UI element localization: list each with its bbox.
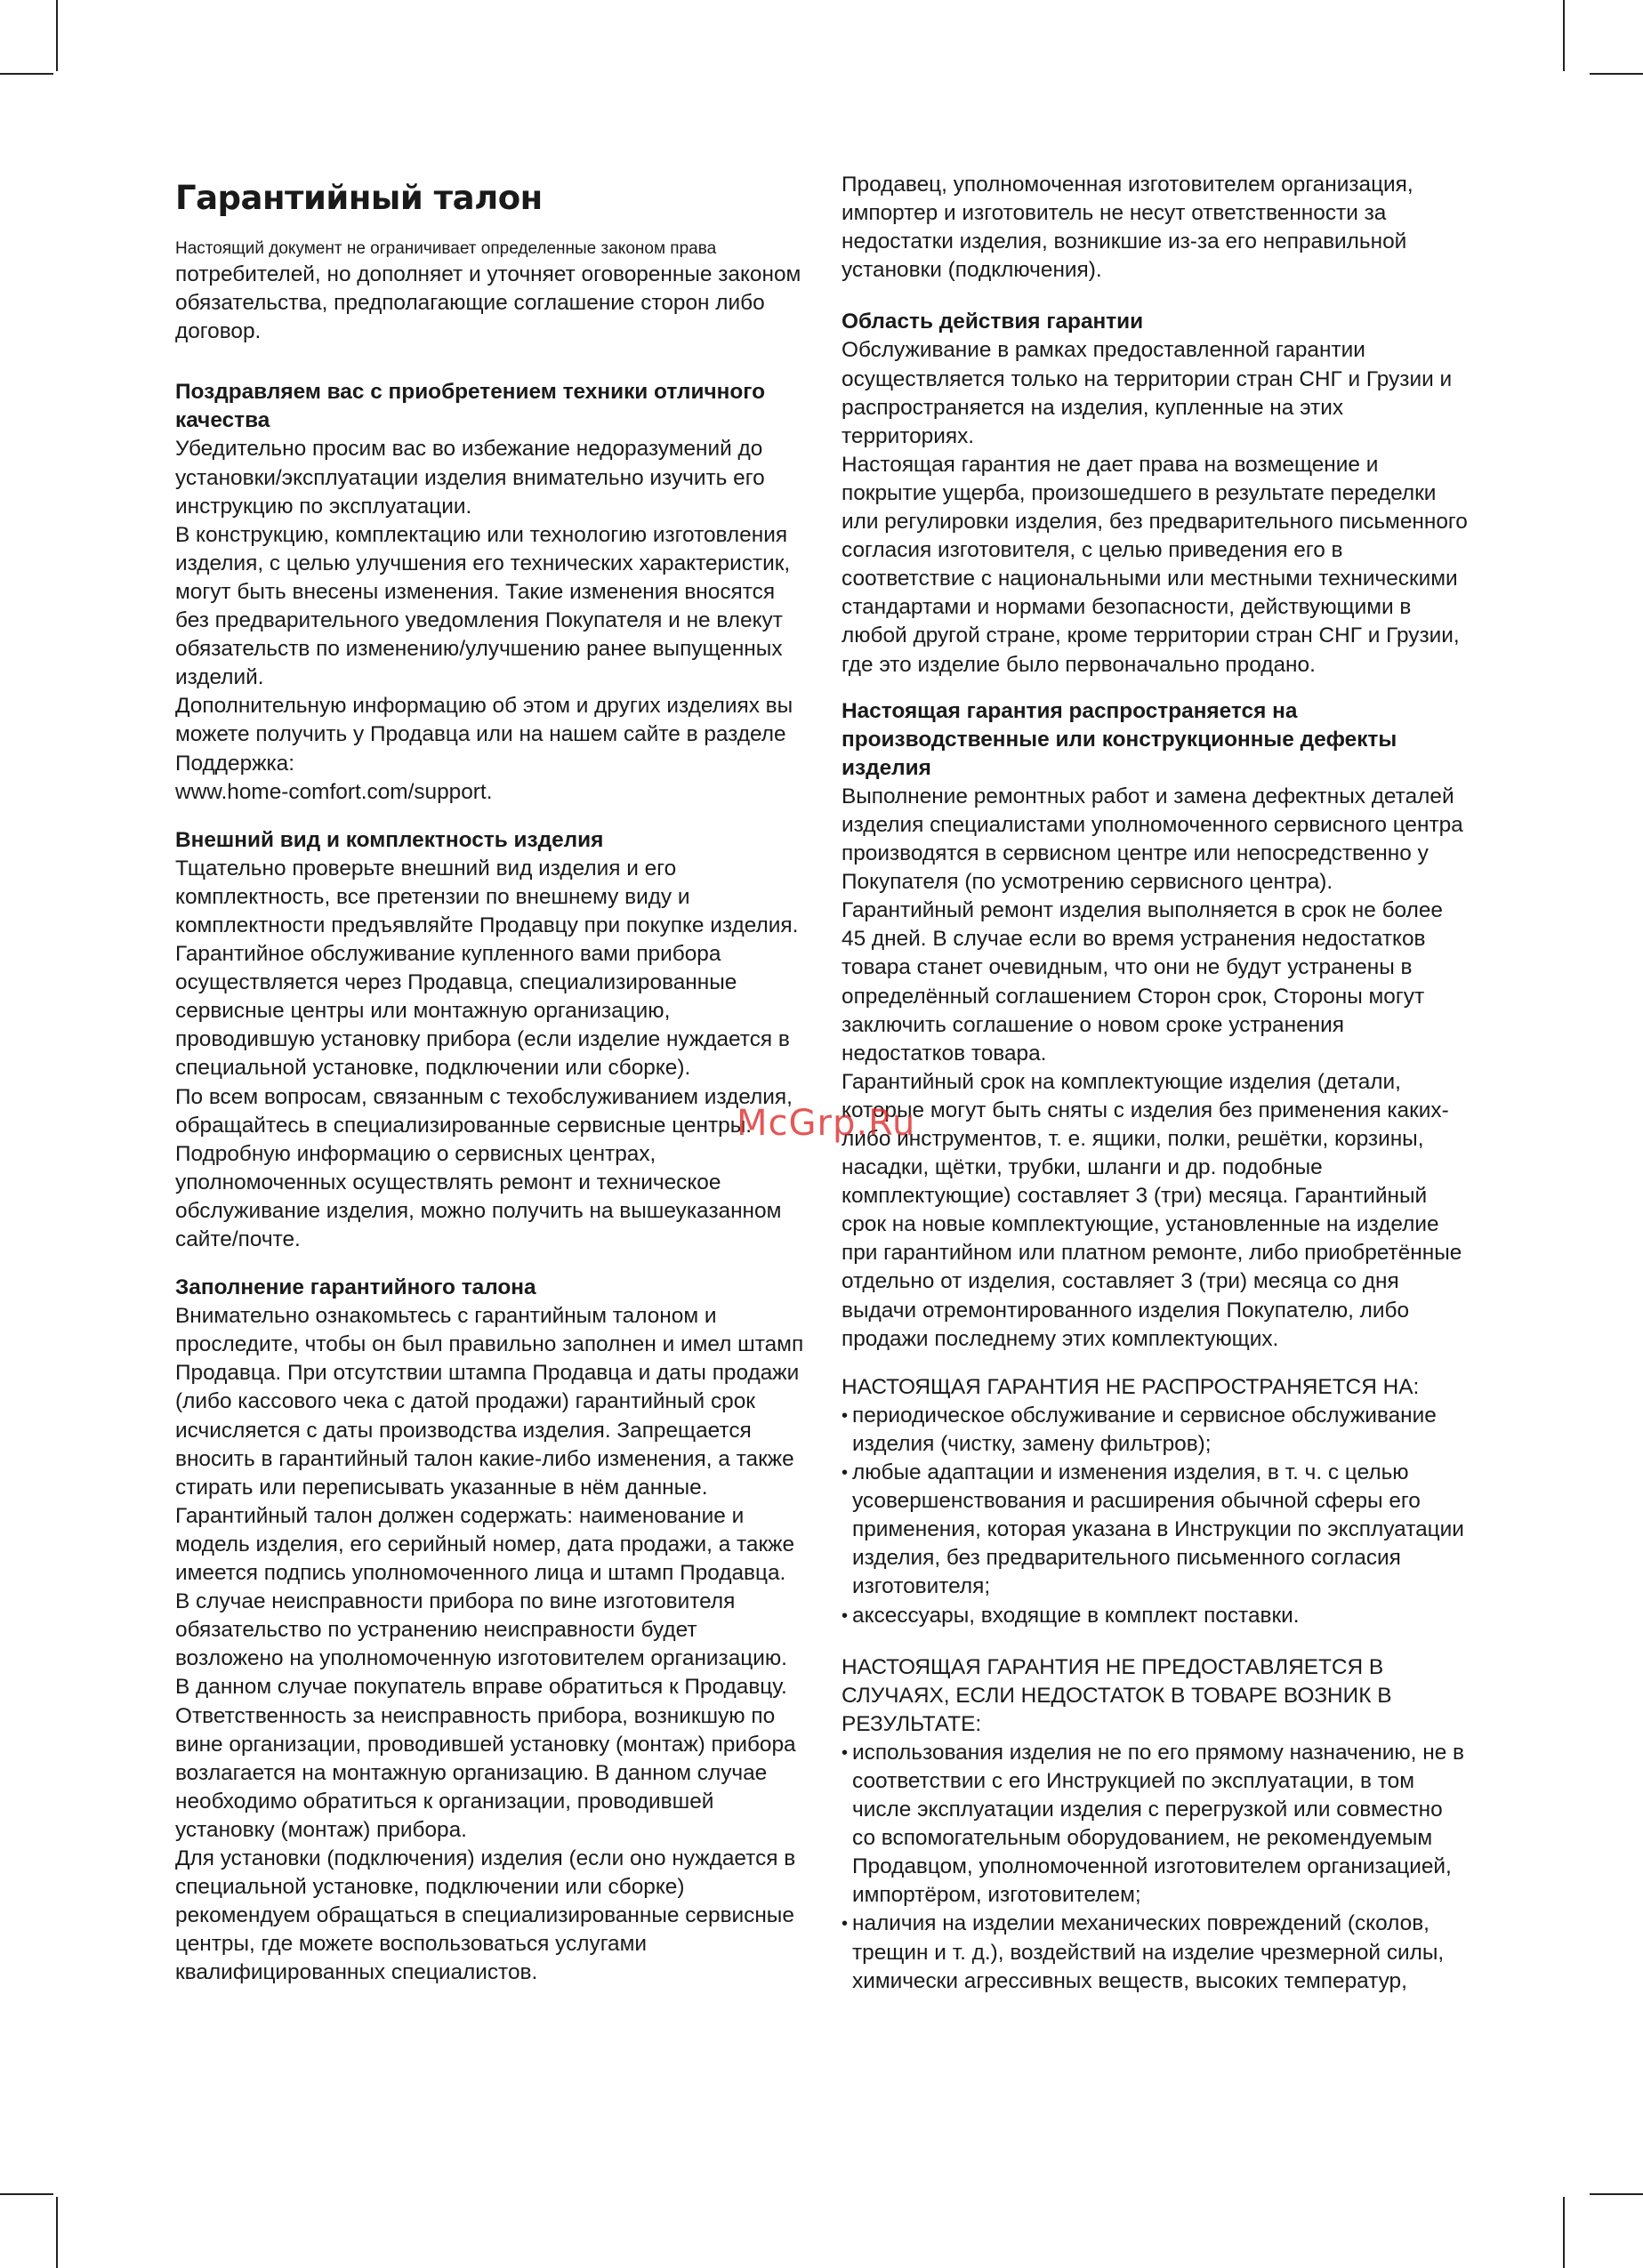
paragraph: Убедительно просим вас во избежание недоразумений до установки/эксплуатации изделия внимательно изучить его инструкцию по эксплуатации. [175,437,765,519]
paragraph: В конструкцию, комплектацию или технологию изготовления изделия, с целью улучшения его технических характеристик, могут быть внесены изменения. Такие изменения вносятся без предварительного уведомления Покупателя и не влекут обязательств по изменению/улучшению ранее выпущенных изделий. [175,522,791,690]
paragraph: Дополнительную информацию об этом и других изделиях вы можете получить у Продавца или на нашем сайте в разделе Поддержка: [175,694,793,776]
list-item: • наличия на изделии механических повреждений (сколов, трещин и т. д.), воздействий на изделие чрезмерной силы, химически агрессивных веществ, высоких температур, [842,1910,1469,1995]
paragraph: Настоящая гарантия не дает права на возмещение и покрытие ущерба, произошедшего в результате переделки или регулировки изделия, без предварительного письменного согласия изготовителя, с целью приведения его в соответствие с национальными или местными техническими стандартами и нормами безопасности, действующими в любой другой стране, кроме территории стран СНГ и Грузии, где это изделие было первоначально продано. [842,452,1468,677]
exclusion-list [842,1402,1469,1630]
list-item: • аксессуары, входящие в комплект поставки. [842,1602,1469,1630]
paragraph: Выполнение ремонтных работ и замена дефектных деталей изделия специалистами уполномоченного сервисного центра производятся в сервисном центре или непосредственно у Покупателя (по усмотрению сервисного центра). Гарантийный ремонт изделия выполняется в срок не более 45 дней. В случае если во время устранения недостатков товара станет очевидным, что они не будут устранены в определённый соглашением Сторон срок, Стороны могут заключить соглашение о новом сроке устранения недостатков товара. [842,784,1463,1066]
paragraph: По всем вопросам, связанным с техобслуживанием изделия, обращайтесь в специализированные сервисные центры. Подробную информацию о сервисных центрах, уполномоченных осуществлять ремонт и техническое обслуживание изделия, можно получить на вышеуказанном сайте/почте. [175,1084,793,1251]
paragraph: Продавец, уполномоченная изготовителем организация, импортер и изготовитель не несут ответственности за недостатки изделия, возникшие из-за его неправильной установки (подключения). [842,173,1413,283]
exclusion-cases-list [842,1739,1469,1996]
crop-mark [1563,0,1565,71]
intro-text: потребителей, но дополняет и уточняет оговоренные законом обязательства, предполагающие соглашение сторон либо договор. [175,262,801,344]
intro-first-line: Настоящий документ не ограничивает определенные законом права [175,239,717,258]
paragraph: Ответственность за неисправность прибора, возникшую по вине организации, проводившей установку (монтаж) прибора возлагается на монтажную организацию. В данном случае необходимо обратиться к организации, проводившей установку (монтаж) прибора. [175,1703,796,1842]
section-heading: НАСТОЯЩАЯ ГАРАНТИЯ НЕ РАСПРОСТРАНЯЕТСЯ НА: [842,1374,1420,1399]
crop-mark [1590,2193,1643,2195]
support-url: www.home-comfort.com/support. [175,779,493,804]
crop-mark [1563,2197,1565,2268]
page-title: Гарантийный талон [175,179,543,217]
paragraph: Для установки (подключения) изделия (если оно нуждается в специальной установке, подключении или сборке) рекомендуем обращаться в специализированные сервисные центры, где можете воспользоваться услугами квалифицированных специалистов. [175,1846,796,1985]
paragraph: Тщательно проверьте внешний вид изделия и его комплектность, все претензии по внешнему виду и комплектности предъявляйте Продавцу при покупке изделия. Гарантийное обслуживание купленного вами прибора осуществляется через Продавца, специализированные сервисные центры или монтажную организацию, проводившую установку прибора (если изделие нуждается в специальной установке, подключении или сборке). [175,856,799,1081]
watermark: McGrp.Ru [737,1103,916,1144]
section-heading: Поздравляем вас с приобретением техники отличного качества [175,380,765,433]
left-column [175,171,807,1987]
section-heading: Настоящая гарантия распространяется на производственные или конструкционные дефекты изделия [842,698,1397,780]
section-heading: Заполнение гарантийного талона [175,1275,536,1300]
crop-mark [56,0,58,71]
crop-mark [0,2193,53,2195]
crop-mark [56,2197,58,2268]
paragraph: Внимательно ознакомьтесь с гарантийным талоном и проследите, чтобы он был правильно заполнен и имел штамп Продавца. При отсутствии штампа Продавца и даты продажи (либо кассового чека с датой продажи) гарантийный срок исчисляется с даты производства изделия. Запрещается вносить в гарантийный талон какие-либо изменения, а также стирать или переписывать указанные в нём данные. Гарантийный талон должен содержать: наименование и модель изделия, его серийный номер, дата продажи, а также имеется подпись уполномоченного лица и штамп Продавца. [175,1304,804,1586]
list-item: • использования изделия не по его прямому назначению, не в соответствии с его Инструкцией по эксплуатации, в том числе эксплуатации изделия с перегрузкой или совместно со вспомогательным оборудованием, не рекомендуемым Продавцом, уполномоченной изготовителем организацией, импортёром, изготовителем; [842,1739,1469,1910]
crop-mark [0,73,53,75]
list-item: • периодическое обслуживание и сервисное обслуживание изделия (чистку, замену фильтров); [842,1402,1469,1459]
crop-mark [1590,73,1643,75]
paragraph: Гарантийный срок на комплектующие изделия (детали, которые могут быть сняты с изделия без применения каких-либо инструментов, т. е. ящики, полки, решётки, корзины, насадки, щётки, трубки, шланги и др. подобные комплектующие) составляет 3 (три) месяца. Гарантийный срок на новые комплектующие, установленные на изделие при гарантийном или платном ремонте, либо приобретённые отдельно от изделия, составляет 3 (три) месяца со дня выдачи отремонтированного изделия Покупателю, либо продажи последнему этих комплектующих. [842,1069,1462,1351]
section-heading: Внешний вид и комплектность изделия [175,827,604,852]
paragraph: В случае неисправности прибора по вине изготовителя обязательство по устранению неисправности будет возложено на уполномоченную изготовителем организацию. В данном случае покупатель вправе обратиться к Продавцу. [175,1589,787,1700]
paragraph: Обслуживание в рамках предоставленной гарантии осуществляется только на территории стран СНГ и Грузии и распространяется на изделия, купленные на этих территориях. [842,338,1453,448]
right-column [842,171,1469,1996]
section-heading: Область действия гарантии [842,310,1144,334]
list-item: • любые адаптации и изменения изделия, в т. ч. с целью усовершенствования и расширения обычной сферы его применения, которая указана в Инструкции по эксплуатации изделия, без предварительного письменного согласия изготовителя; [842,1459,1469,1601]
section-heading: НАСТОЯЩАЯ ГАРАНТИЯ НЕ ПРЕДОСТАВЛЯЕТСЯ В СЛУЧАЯХ, ЕСЛИ НЕДОСТАТОК В ТОВАРЕ ВОЗНИК В РЕЗУЛЬТАТЕ: [842,1654,1392,1736]
